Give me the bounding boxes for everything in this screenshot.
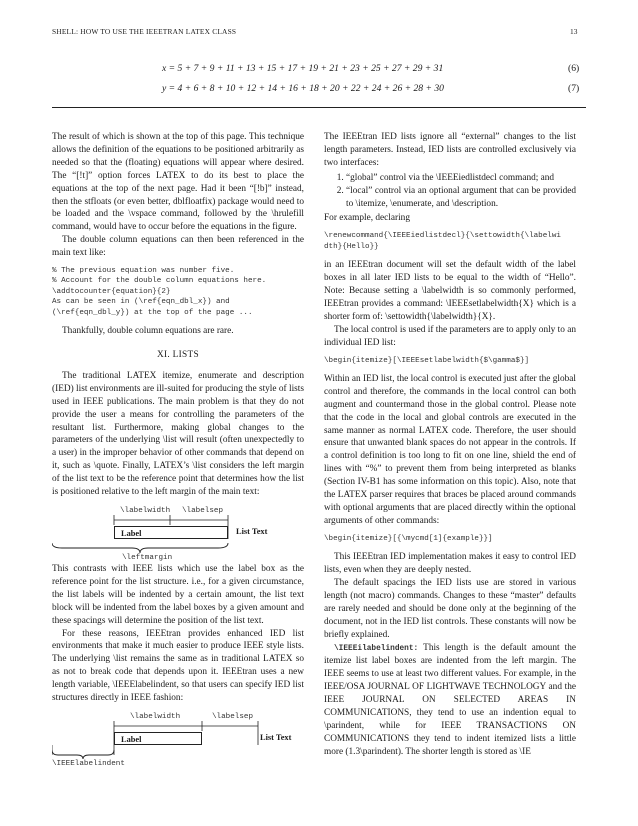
running-title: SHELL: HOW TO USE THE IEEETRAN LATEX CLASS [52, 27, 237, 36]
labelwidth-label: \labelwidth [130, 712, 181, 721]
equation-6: x = 5 + 7 + 9 + 11 + 13 + 15 + 17 + 19 + 21 + 23 + 25 + 27 + 29 + 31 [162, 63, 444, 74]
list-layout-diagram-latex [52, 503, 304, 561]
equation-7-number: (7) [568, 83, 580, 94]
labelsep-label: \labelsep [182, 506, 224, 515]
paragraph [324, 642, 576, 759]
paragraph: The result of which is shown at the top of this page. This technique allows the definition of the equations to be positioned arbitrarily as needed so that the (floating) equations will appear where desired. The “[!t]” option forces LATEX to do its best to place the equations at the top of the next page. Had it been “[!b]” instead, then the stfloats (or even better, dblfloatfix) package would need to be loaded and the \vspace command, followed by the \hrulefill command, would have to occur before the equations in the figure. [52, 132, 304, 233]
paragraph: The local control is used if the parameters are to apply only to an individual IED list: [324, 324, 576, 348]
list-item: 2. “local” control via an optional argument that can be provided to \itemize, \enumerate, and \description. [346, 185, 576, 211]
section-heading: XI. LISTS [157, 350, 199, 360]
page-number: 13 [570, 27, 578, 36]
leftmargin-label: \leftmargin [122, 553, 173, 562]
left-column [52, 131, 304, 769]
paragraph: Thankfully, double column equations are rare. [62, 326, 234, 337]
paragraph: This IEEEtran IED implementation makes it easy to control IED lists, even when they are deeply nested. [324, 552, 576, 576]
paragraph: The double column equations can then been referenced in the main text like: [52, 235, 304, 259]
paragraph: Within an IED list, the local control is executed just after the global control and therefore, the commands in the local control can both augment and countermand those in the global control. Please note that the code in the local and global controls are executed in the same manner as normal LATEX code. Therefore, the user should ensure that unwanted blank spaces do not appear in the controls. If a control definition is too long to fit on one line, shield the end of lines with “%” to prevent them from being interpreted as blanks (Section IV-B1 has some information on this topic). Also, note that the LATEX parser requires that braces be placed around commands with optional arguments that are placed directly within the optional arguments of other commands: [324, 373, 576, 526]
label-box: Label [114, 732, 202, 745]
ieeelabelindent-label: \IEEElabelindent [52, 759, 125, 768]
equation-6-number: (6) [568, 63, 580, 74]
paragraph: The traditional LATEX itemize, enumerate and description (IED) list environments are ill-suited for producing the style of lists used in IEEE publications. The main problem is that they do not provide the user a means for controlling the parameters of the resultant list. Furthermore, making global changes to the parameters of the underlying \list will result (often unexpectedly to a user) in the improper behavior of other commands that depend on it, such as \quote. Finally, LATEX’s \list considers the left margin of the list text to be the reference point that determines how the list is positioned relative to the left margin of the main text: [52, 370, 304, 498]
labelsep-label: \labelsep [212, 712, 254, 721]
list-text-label: List Text [236, 526, 268, 536]
interface-list [324, 172, 576, 211]
code-block: \begin{itemize}[{\mycmd[1]{example}}] [324, 534, 493, 543]
paragraph-text: This length is the default amount the itemize list label boxes are indented from the left margin. The IEEE seems to use at least two different values. For example, in the IEEE/OSA JOURNAL OF LIGHTWAVE TECHNOLOGY and the IEEE JOURNAL ON SELECTED AREAS IN COMMUNICATIONS, they tend to use an indention equal to \parindent, while for IEEE TRANSACTIONS ON COMMUNICATIONS they tend to indent itemized lists a little more (1.3\parindent). The shorter length is stored as \IE [324, 642, 576, 757]
code-block: \begin{itemize}[\IEEEsetlabelwidth{$\gamma$}] [324, 356, 530, 365]
right-column [324, 131, 576, 759]
paragraph: For example, declaring [324, 213, 410, 224]
list-layout-diagram-ieee [52, 709, 304, 767]
labelwidth-label: \labelwidth [120, 506, 171, 515]
code-block: \renewcommand{\IEEEiedlistdecl}{\settowidth{\labelwi dth}{Hello}} [324, 232, 561, 251]
equation-rule [52, 107, 586, 108]
list-text-label: List Text [260, 732, 292, 742]
code-block: % The previous equation was number five. % Account for the double column equations here. \addtocounter{equation}{2} As can be seen in (\ref{eqn_dbl_x}) and (\ref{eqn_dbl_y}) at the top of the page ... [52, 267, 267, 317]
list-item: 1. “global” control via the \IEEEiedlistdecl command; and [346, 172, 576, 185]
equation-7: y = 4 + 6 + 8 + 10 + 12 + 14 + 16 + 18 + 20 + 22 + 24 + 26 + 28 + 30 [162, 83, 444, 94]
paragraph: For these reasons, IEEEtran provides enhanced IED list environments that make it much easier to produce IEEE style lists. The underlying \list remains the same as in traditional LATEX so as not to break code that depends upon it. IEEEtran uses a new length variable, \IEEElabelindent, so that users can specify IED list structures directly in IEEE fashion: [52, 628, 304, 704]
paragraph: in an IEEEtran document will set the default width of the label boxes in all later IED lists to be equal to the width of “Hello”. Note: Because setting a \labelwidth is so commonly performed, IEEEtran provides a command: \IEEEsetlabelwidth{X} which is a shorter form of: \settowidth{\labelwidth}{X}. [324, 260, 576, 322]
paragraph: This contrasts with IEEE lists which use the label box as the reference point for the list structure. i.e., for a given circumstance, the list labels will be indented by a certain amount, the list text block will be indented from the label boxes by a given amount and these spacings will determine the position of the list text. [52, 563, 304, 626]
length-name: \IEEEilabelindent: [334, 644, 419, 653]
paragraph: The default spacings the IED lists use are stored in various length (not macro) commands. Changes to these “master” defaults are rarely needed and should be done only at the beginning of the document, not in the IED list controls. These constants will now be briefly explained. [324, 578, 576, 640]
paragraph: The IEEEtran IED lists ignore all “external” changes to the list length parameters. Instead, IED lists are controlled exclusively via two interfaces: [324, 132, 576, 168]
label-box: Label [114, 526, 228, 539]
